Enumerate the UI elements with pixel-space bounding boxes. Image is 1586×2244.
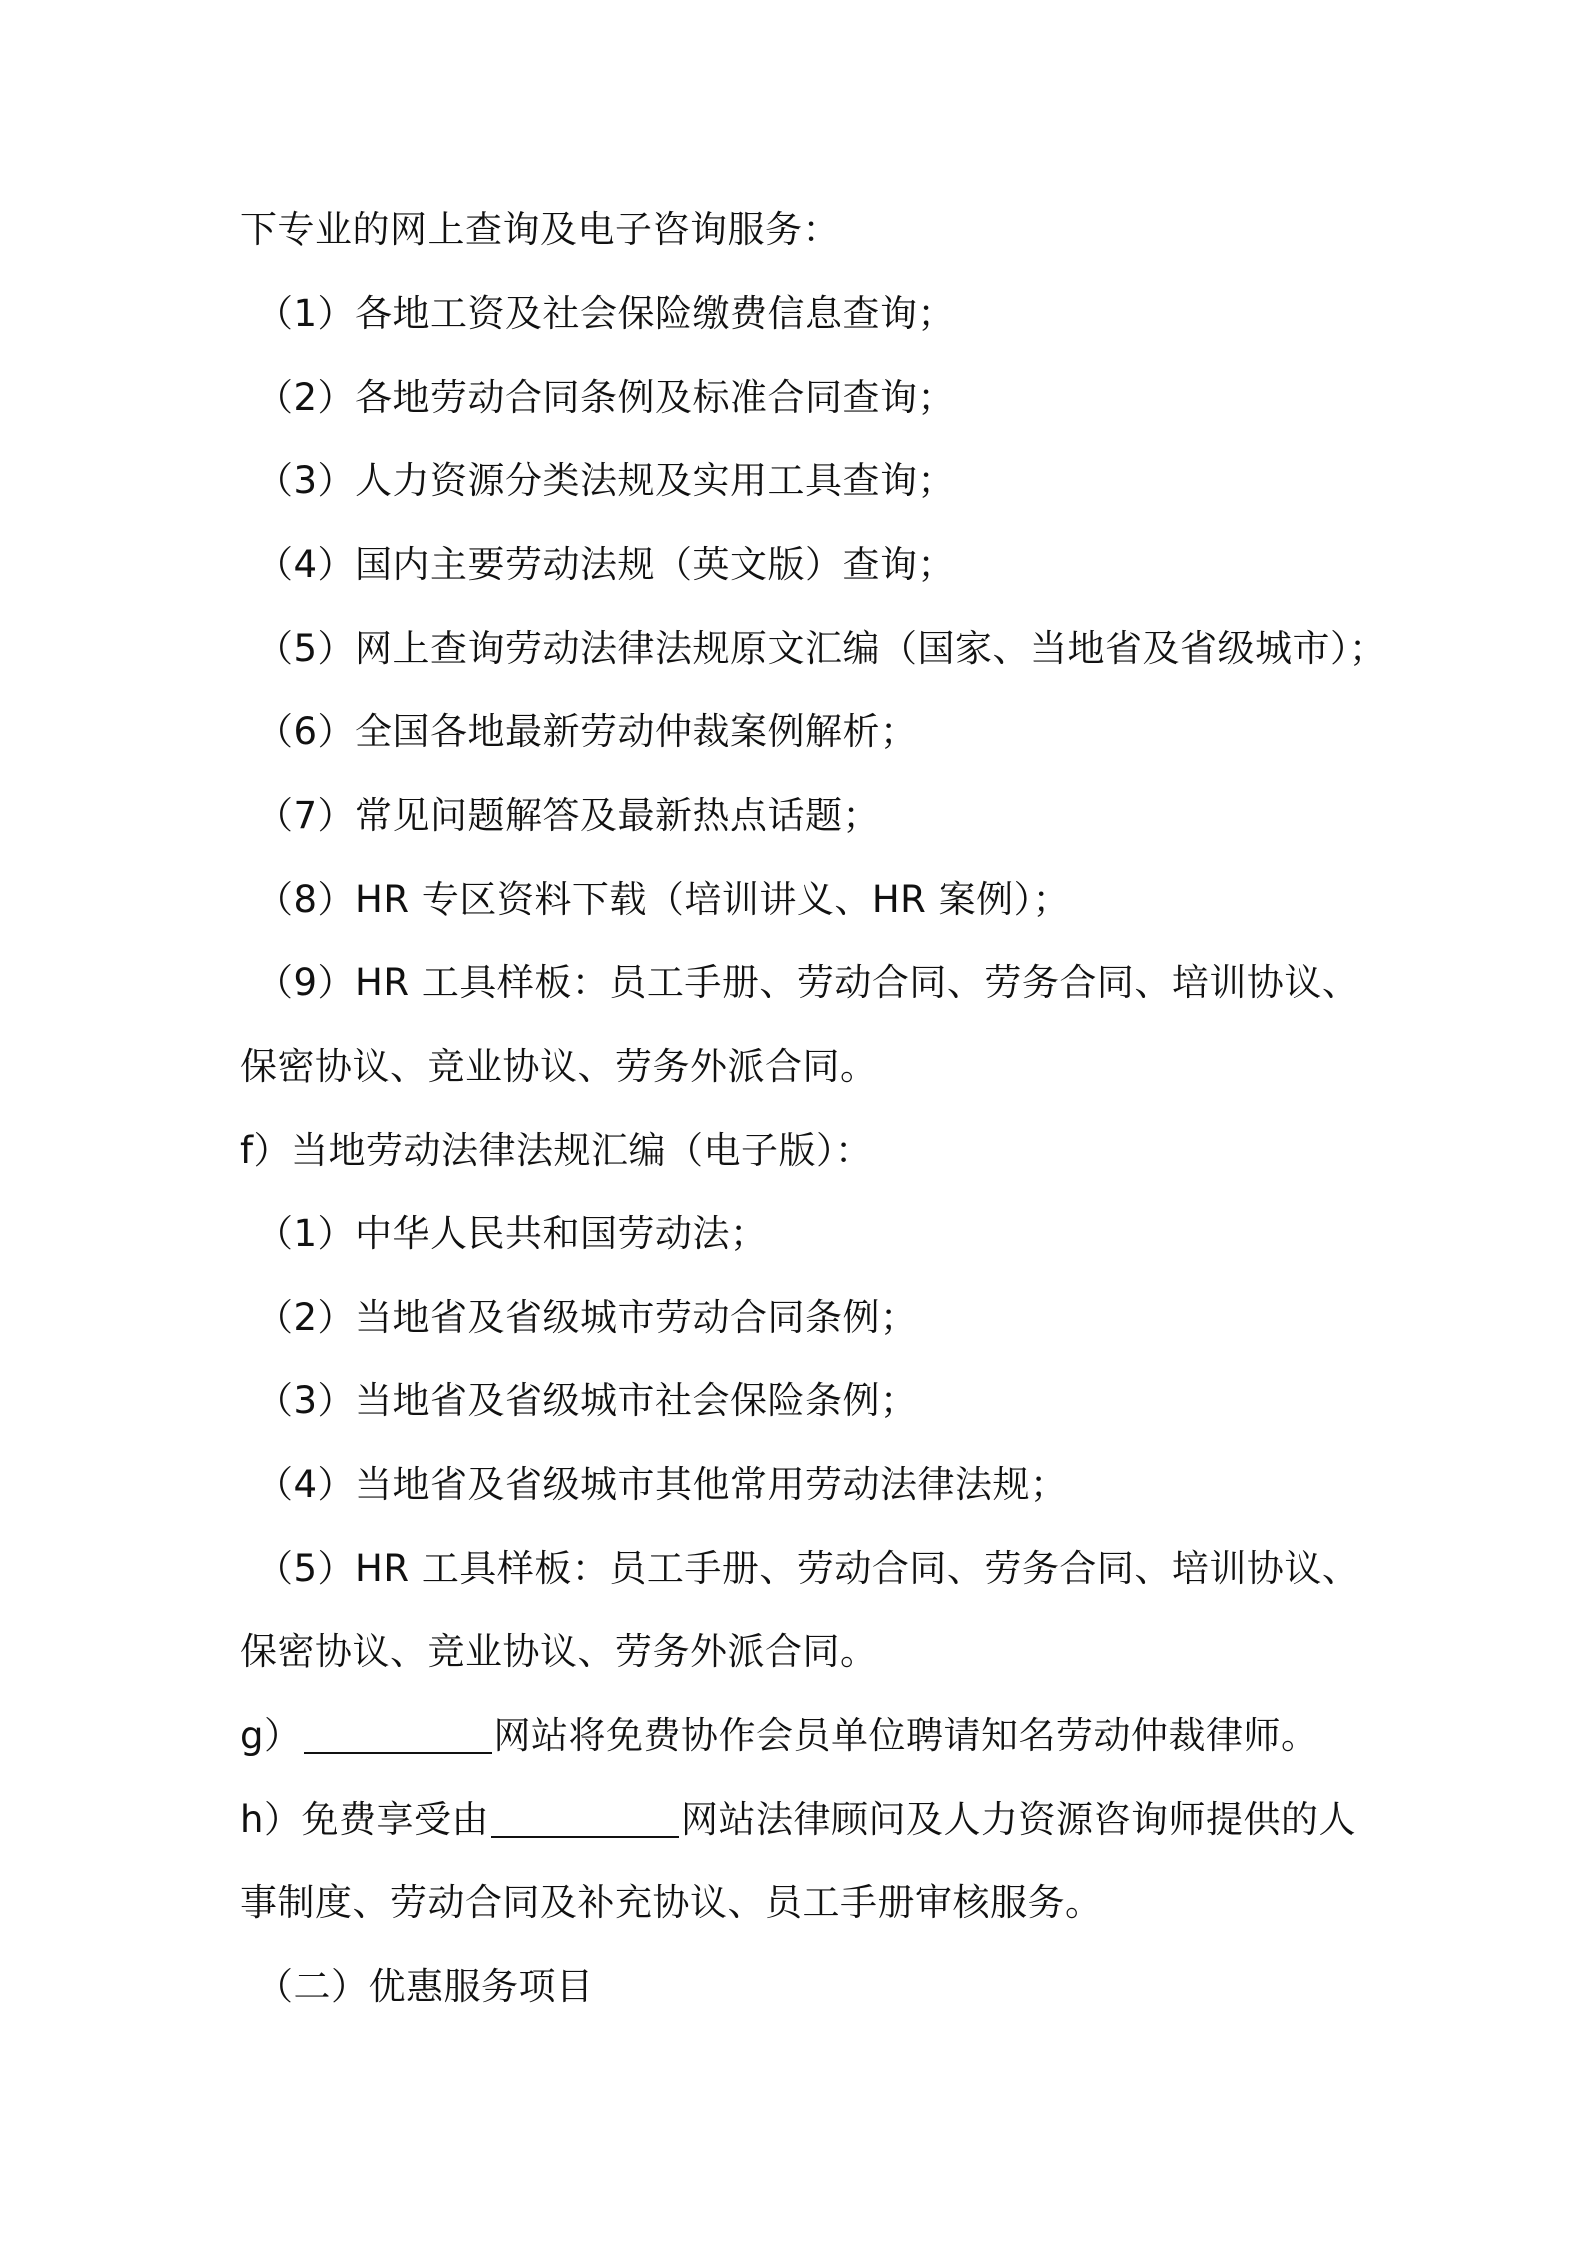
list-item-f3: （3）当地省及省级城市社会保险条例； [256,1379,918,1422]
list-item-e3: （3）人力资源分类法规及实用工具查询； [256,459,956,502]
list-item-e6: （6）全国各地最新劳动仲裁案例解析； [256,710,918,753]
blank-underline [304,1712,492,1754]
section-h-continuation: 事制度、劳动合同及补充协议、员工手册审核服务。 [240,1881,1103,1924]
list-item-f4: （4）当地省及省级城市其他常用劳动法律法规； [256,1463,1068,1506]
list-item-f5: （5）HR 工具样板：员工手册、劳动合同、劳务合同、培训协议、 [256,1547,1360,1590]
list-item-e9-continuation: 保密协议、竞业协议、劳务外派合同。 [240,1045,878,1088]
section-g-prefix: g） [240,1714,302,1757]
list-item-e8: （8）HR 专区资料下载（培训讲义、HR 案例）； [256,878,1071,921]
section-g-suffix: 网站将免费协作会员单位聘请知名劳动仲裁律师。 [493,1714,1319,1757]
section-f-heading: f）当地劳动法律法规汇编（电子版）： [240,1129,873,1172]
section-g-line [240,1708,1319,1764]
list-item-e1: （1）各地工资及社会保险缴费信息查询； [256,292,956,335]
blank-underline [491,1796,679,1838]
list-item-e4: （4）国内主要劳动法规（英文版）查询； [256,543,956,586]
list-item-e5: （5）网上查询劳动法律法规原文汇编（国家、当地省及省级城市）； [256,627,1387,670]
list-item-f2: （2）当地省及省级城市劳动合同条例； [256,1296,918,1339]
section-h-suffix: 网站法律顾问及人力资源咨询师提供的人 [680,1798,1356,1841]
section-h-prefix: h）免费享受由 [240,1798,489,1841]
section-two-heading: （二）优惠服务项目 [256,1965,594,2008]
list-item-e7: （7）常见问题解答及最新热点话题； [256,794,881,837]
section-h-line [240,1792,1356,1848]
list-item-e2: （2）各地劳动合同条例及标准合同查询； [256,376,956,419]
list-item-f1: （1）中华人民共和国劳动法； [256,1212,768,1255]
list-item-e9: （9）HR 工具样板：员工手册、劳动合同、劳务合同、培训协议、 [256,961,1360,1004]
list-item-f5-continuation: 保密协议、竞业协议、劳务外派合同。 [240,1630,878,1673]
intro-line: 下专业的网上查询及电子咨询服务： [240,208,840,251]
